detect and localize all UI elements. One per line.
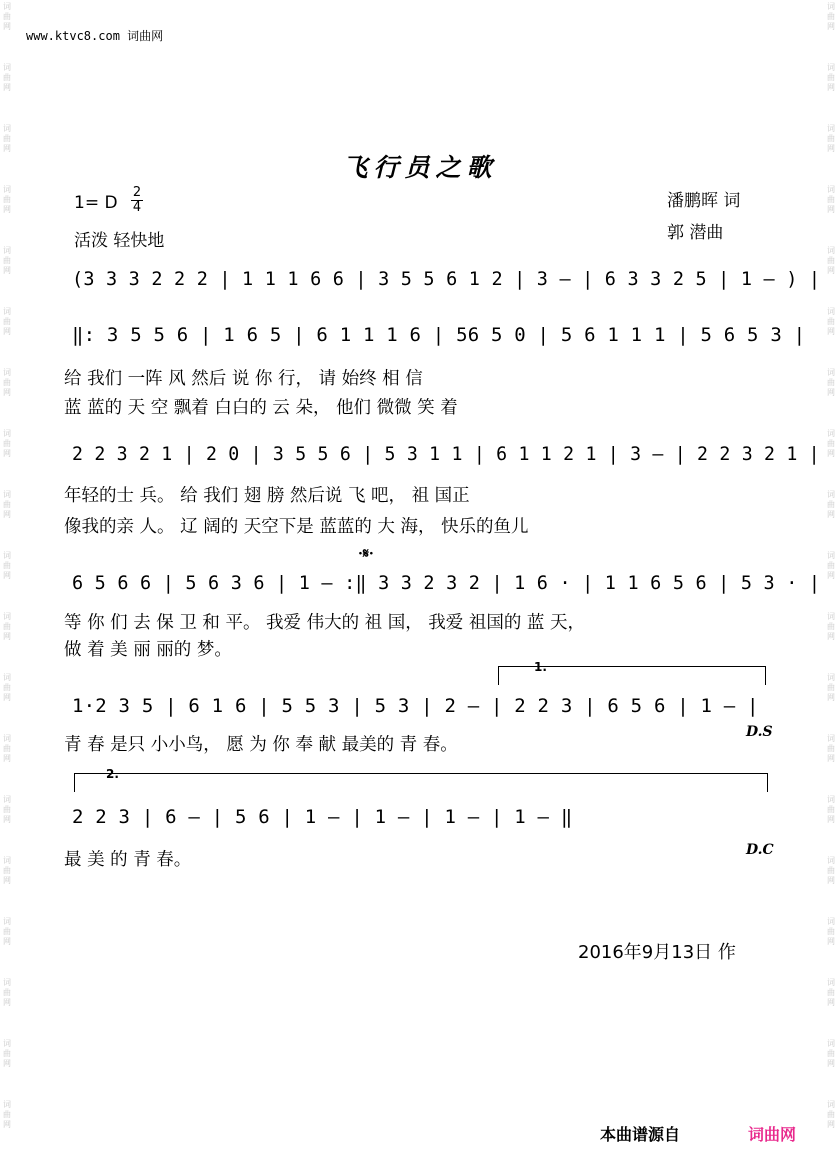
- watermark-text: 词 曲 网: [827, 917, 835, 946]
- watermark-text: 词 曲 网: [827, 856, 835, 885]
- watermark-text: 词 曲 网: [3, 856, 11, 885]
- watermark-text: 词 曲 网: [3, 185, 11, 214]
- watermark-text: 词 曲 网: [827, 1039, 835, 1068]
- watermark-text: 词 曲 网: [827, 429, 835, 458]
- ending-1-label: 1.: [534, 660, 547, 674]
- lyrics-row-1-verse-2: 蓝 蓝的 天 空 飘着 白白的 云 朵， 他们 微微 笑 着: [64, 398, 458, 418]
- lyrics-row-3-verse-1: 等 你 们 去 保 卫 和 平。 我爱 伟大的 祖 国， 我爱 祖国的 蓝 天，: [64, 613, 585, 633]
- staff-row-1: ‖: 3 5 5 6 | 1 6 5 | 6 1 1 1 6 | 56 5 0 | 5 6 1 1 1 | 5 6 5 3 |: [72, 324, 806, 346]
- staff-row-intro: (3 3 3 2 2 2 | 1 1 1 6 6 | 3 5 5 6 1 2 | 3 — | 6 3 3 2 5 | 1 — ) |: [72, 268, 821, 290]
- watermark-text: 词 曲 网: [3, 978, 11, 1007]
- dc-mark: D.C: [746, 842, 774, 858]
- watermark-text: 词 曲 网: [827, 368, 835, 397]
- watermark-text: 词 曲 网: [827, 490, 835, 519]
- watermark-text: 词 曲 网: [3, 1100, 11, 1129]
- staff-row-4: 1·2 3 5 | 6 1 6 | 5 5 3 | 5 3 | 2 — | 2 2 3 | 6 5 6 | 1 — |: [72, 695, 759, 717]
- watermark-text: 词 曲 网: [3, 551, 11, 580]
- time-signature-bottom: 4: [132, 200, 142, 215]
- segno-mark: ·𝄋·: [358, 546, 374, 562]
- lyrics-row-5: 最 美 的 青 春。: [64, 850, 192, 870]
- watermark-text: 词 曲 网: [3, 795, 11, 824]
- watermark-text: 词 曲 网: [3, 734, 11, 763]
- watermark-text: 词 曲 网: [3, 673, 11, 702]
- key-signature: 1= D: [74, 193, 118, 213]
- watermark-text: 词 曲 网: [3, 2, 11, 31]
- composer-credit: 郭 潜曲: [667, 223, 724, 243]
- lyricist-credit: 潘鹏晖 词: [667, 191, 741, 211]
- watermark-text: 词 曲 网: [3, 490, 11, 519]
- watermark-text: 词 曲 网: [827, 612, 835, 641]
- watermark-text: 词 曲 网: [3, 1039, 11, 1068]
- staff-row-5: 2 2 3 | 6 — | 5 6 | 1 — | 1 — | 1 — | 1 — ‖: [72, 806, 573, 828]
- watermark-text: 词 曲 网: [827, 307, 835, 336]
- watermark-text: 词 曲 网: [3, 368, 11, 397]
- tempo-marking: 活泼 轻快地: [74, 231, 165, 251]
- ending-2-label: 2.: [106, 767, 119, 781]
- lyrics-row-1-verse-1: 给 我们 一阵 风 然后 说 你 行， 请 始终 相 信: [64, 369, 423, 389]
- watermark-text: 词 曲 网: [3, 63, 11, 92]
- time-signature: [131, 186, 143, 215]
- watermark-text: 词 曲 网: [3, 246, 11, 275]
- watermark-text: 词 曲 网: [3, 429, 11, 458]
- watermark-text: 词 曲 网: [827, 124, 835, 153]
- watermark-text: 词 曲 网: [3, 124, 11, 153]
- watermark-text: 词 曲 网: [827, 978, 835, 1007]
- lyrics-row-4: 青 春 是只 小小鸟， 愿 为 你 奉 献 最美的 青 春。: [64, 735, 458, 755]
- ds-mark: D.S: [746, 724, 773, 740]
- watermark-text: 词 曲 网: [3, 307, 11, 336]
- watermark-text: 词 曲 网: [827, 185, 835, 214]
- staff-row-2: 2 2 3 2 1 | 2 0 | 3 5 5 6 | 5 3 1 1 | 6 1 1 2 1 | 3 — | 2 2 3 2 1 |: [72, 443, 820, 465]
- watermark-text: 词 曲 网: [827, 63, 835, 92]
- composition-date: 2016年9月13日 作: [578, 942, 736, 963]
- watermark-text: 词 曲 网: [3, 917, 11, 946]
- lyrics-row-2-verse-2: 像我的亲 人。 辽 阔的 天空下是 蓝蓝的 大 海， 快乐的鱼儿: [64, 517, 529, 537]
- source-label: 本曲谱源自: [600, 1125, 681, 1144]
- watermark-text: 词 曲 网: [827, 734, 835, 763]
- ending-2-bracket: [74, 773, 768, 792]
- lyrics-row-2-verse-1: 年轻的士 兵。 给 我们 翅 膀 然后说 飞 吧， 祖 国正: [64, 486, 470, 506]
- song-title: 飞行员之歌: [342, 153, 498, 182]
- watermark-text: 词 曲 网: [827, 551, 835, 580]
- site-url-line[interactable]: www.ktvc8.com 词曲网: [26, 29, 164, 43]
- watermark-text: 词 曲 网: [827, 246, 835, 275]
- staff-row-3: 6 5 6 6 | 5 6 3 6 | 1 — :‖ 3 3 2 3 2 | 1 6 · | 1 1 6 5 6 | 5 3 · |: [72, 572, 821, 594]
- watermark-text: 词 曲 网: [827, 2, 835, 31]
- time-signature-top: 2: [132, 185, 142, 200]
- watermark-text: 词 曲 网: [827, 795, 835, 824]
- watermark-text: 词 曲 网: [827, 673, 835, 702]
- lyrics-row-3-verse-2: 做 着 美 丽 丽的 梦。: [64, 640, 232, 660]
- watermark-text: 词 曲 网: [827, 1100, 835, 1129]
- brand-link[interactable]: 词曲网: [748, 1125, 797, 1144]
- watermark-text: 词 曲 网: [3, 612, 11, 641]
